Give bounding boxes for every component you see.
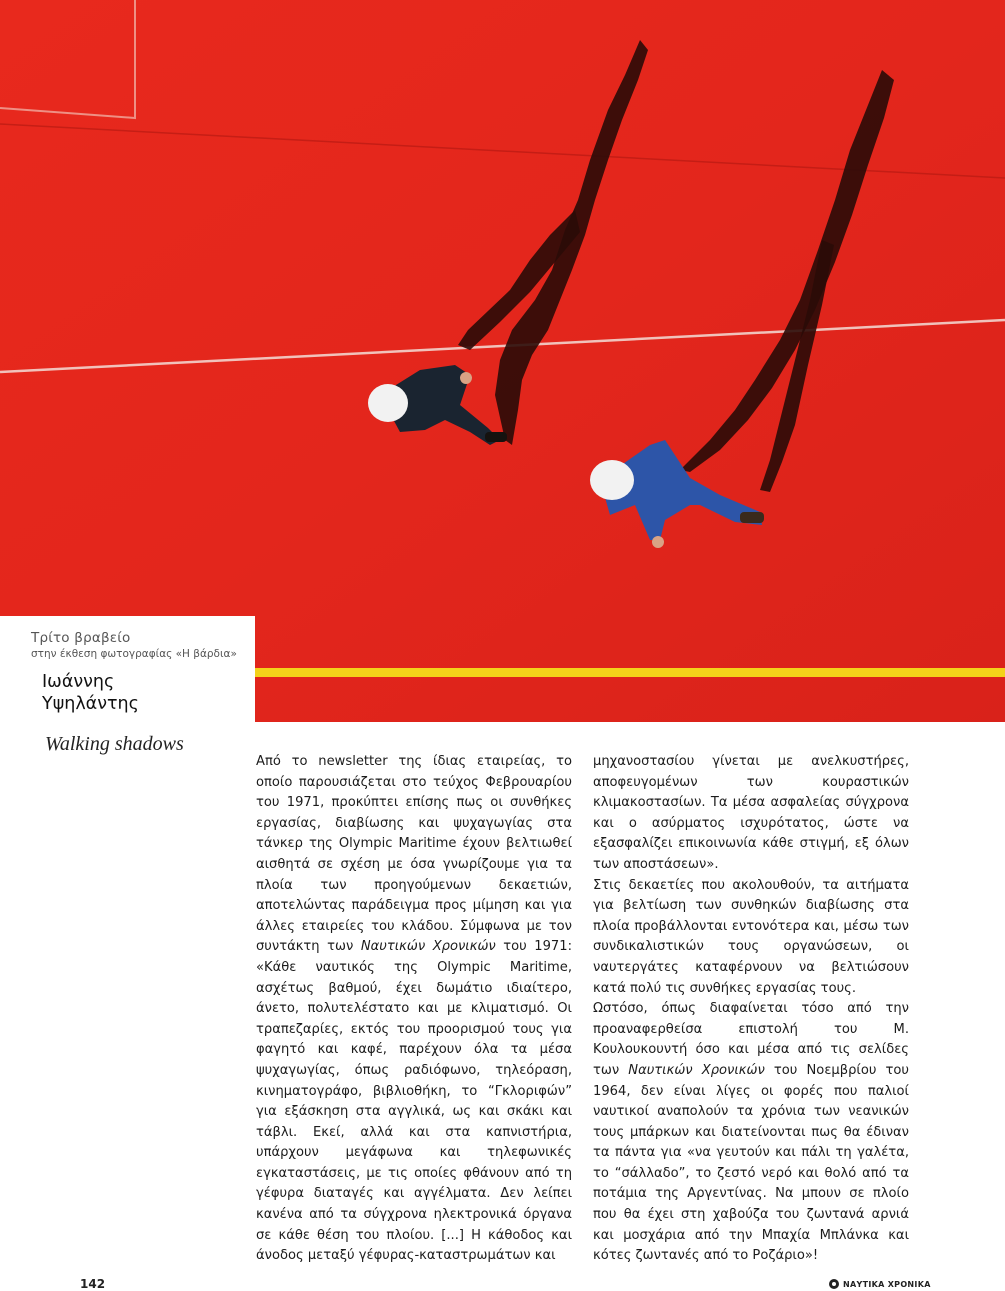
article-paragraph: Ωστόσο, όπως διαφαίνεται τόσο από την προαναφερθείσα επιστολή του Μ. Κουλουκουντή όσο και μέσα από τις σελίδες των Ναυτικών Χρονικών του Νοεμβρίου του 1964, δεν είναι λίγες οι φορές που παλιοί ναυτικοί αναπολούν τα χρόνια των νεανικών τους μπάρκων και διατείνονται πως θα έδιναν τα πάντα για «να γευτούν και πάλι τη γαλέτα, το “σάλλαδο”, το ζεστό νερό και θολό από τα ποτάμια της Αργεντίνας. Να μπουν σε πλοίο που θα έχει στη χαβούζα του ζωντανά αρνιά και μοσχάρια από την Μπαχία Μπλάνκα και κότες ζωντανές από το Ροζάριο»! (593, 1001, 910, 1264)
photo-title: Walking shadows (45, 733, 184, 755)
page-number: 142 (80, 1277, 106, 1291)
article-paragraph: Από το newsletter της ίδιας εταιρείας, το οποίο παρουσιάζεται στο τεύχος Φεβρουαρίου του 1971, προκύπτει επίσης πως οι συνθήκες εργασίας, διαβίωσης και ψυχαγωγίας στα τάνκερ της Olympic Maritime έχουν βελτιωθεί αισθητά σε σχέση με όσα γνωρίζουμε για τα πλοία των προηγούμενων δεκαετιών, αποτελώντας παράδειγμα προς μίμηση και για άλλες εταιρείες του κλάδου. Σύμφωνα με τον συντάκτη των Ναυτικών Χρονικών του 1971: «Κάθε ναυτικός της Olympic Maritime, ασχέτως βαθμού, έχει δωμάτιο ιδιαίτερο, άνετο, πολυτελέστατο και με κλιματισμό. Οι τραπεζαρίες, εκτός του προορισμού τους για φαγητό και καφέ, παρέχουν όλα τα μέσα ψυχαγωγίας, όπως ραδιόφωνο, τηλεόραση, κινηματογράφο, βιβλιοθήκη, το “Γκλοριφών” για εξάσκηση στα αγγλικά, ως και σκάκι και τάβλι. Εκεί, αλλά και στα καπνιστήρια, υπάρχουν μεγάφωνα και τηλεφωνικές εγκαταστάσεις, με τις οποίες φθάνουν από τη γέφυρα διαταγές και αγγέλματα. Δεν λείπει κανένα από τα σύγχρονα ηλεκτρονικά όργανα σε κάθε θέση του πλοίου. [...] Η κάθοδος και άνοδος μεταξύ γέφυρας-καταστρωμάτων και (256, 754, 573, 1264)
article-paragraph: μηχανοστασίου γίνεται με ανελκυστήρες, αποφευγομένων των κουραστικών κλιμακοστασίων. Τα μέσα ασφαλείας σύγχρονα και ο ασύρματος ισχυρότατος, ώστε να εξασφαλίζει επικοινωνία κάθε στιγμή, εξ όλων των αποστάσεων». (593, 754, 909, 872)
photo-caption (0, 616, 255, 722)
article-column-2 (593, 752, 909, 1267)
exhibition-name: στην έκθεση φωτογραφίας «Η βάρδια» (31, 648, 237, 660)
article-paragraph: Στις δεκαετίες που ακολουθούν, τα αιτήματα για βελτίωση των συνθηκών διαβίωσης στα πλοία προβάλλονται εντονότερα και, μέσω των συνδικαλιστικών τους οργανώσεων, οι ναυτεργάτες καταφέρνουν να βελτιώσουν κατά πολύ τις συνθήκες εργασίας τους. (593, 877, 909, 996)
magazine-name: ΝΑΥΤΙΚΑ ΧΡΟΝΙΚΑ (843, 1279, 931, 1289)
article-column-1 (256, 752, 572, 1267)
award-title: Τρίτο βραβείο (31, 630, 131, 646)
publication-name: Ναυτικών Χρονικών (628, 1062, 765, 1078)
logo-icon (829, 1279, 839, 1289)
photographer-name (31, 671, 255, 715)
publication-name: Ναυτικών Χρονικών (360, 939, 496, 955)
photographer-last-name: Υψηλάντης (42, 694, 139, 714)
magazine-logo (829, 1279, 931, 1289)
photographer-first-name: Ιωάννης (42, 672, 115, 692)
